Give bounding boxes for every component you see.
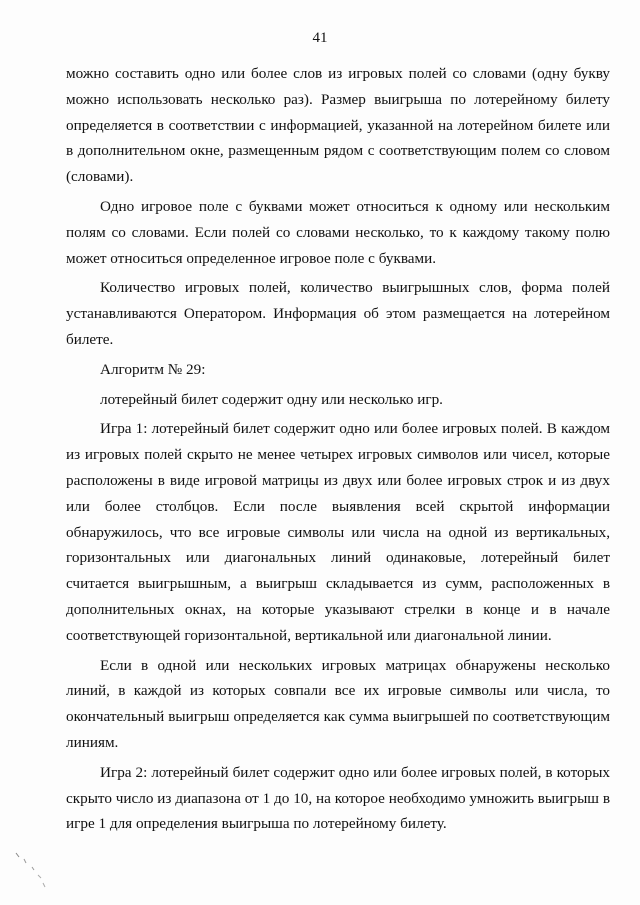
page-number: 41 <box>312 30 328 46</box>
scan-artifact-marks <box>10 845 50 890</box>
paragraph: лотерейный билет содержит одну или несколько игр. <box>100 390 443 408</box>
paragraph-game-1: Игра 1: лотерейный билет содержит одно или более игровых полей. В каждом из игровых полей скрыто не менее четырех игровых символов или чисел, которые расположены в виде игровой матрицы из двух или более игровых строк и из двух или более столбцов. Если после выявления всей скрытой информации обнаружилось, что все игровые символы или числа на одной из вертикальных, горизонтальных или диагональных линий одинаковые, лотерейный билет считается выигрышным, а выигрыш складывается из сумм, расположенных в дополнительных окнах, на которые указывают стрелки в конце и в начале соответствующей горизонтальной, вертикальной или диагональной линии. <box>66 420 610 644</box>
paragraph-game-2: Игра 2: лотерейный билет содержит одно или более игровых полей, в которых скрыто число из диапазона от 1 до 10, на которое необходимо умножить выигрыш в игре 1 для определения выигрыша по лотерейному билету. <box>66 763 610 833</box>
document-body <box>66 61 610 841</box>
algorithm-heading: Алгоритм № 29: <box>100 360 206 378</box>
paragraph-continuation: можно составить одно или более слов из игровых полей со словами (одну букву можно использовать несколько раз). Размер выигрыша по лотерейному билету определяется в соответствии с информацией, указанной на лотерейном билете или в дополнительном окне, размещенным рядом с соответствующим полем со словом (словами). <box>66 65 610 186</box>
paragraph: Если в одной или нескольких игровых матрицах обнаружены несколько линий, в каждой из которых совпали все их игровые символы или числа, то окончательный выигрыш определяется как сумма выигрышей по соответствующим линиям. <box>66 656 610 751</box>
paragraph: Количество игровых полей, количество выигрышных слов, форма полей устанавливаются Оператором. Информация об этом размещается на лотерейном билете. <box>66 279 610 348</box>
paragraph: Одно игровое поле с буквами может относиться к одному или нескольким полям со словами. Если полей со словами несколько, то к каждому такому полю может относиться определенное игровое поле с буквами. <box>66 197 610 267</box>
